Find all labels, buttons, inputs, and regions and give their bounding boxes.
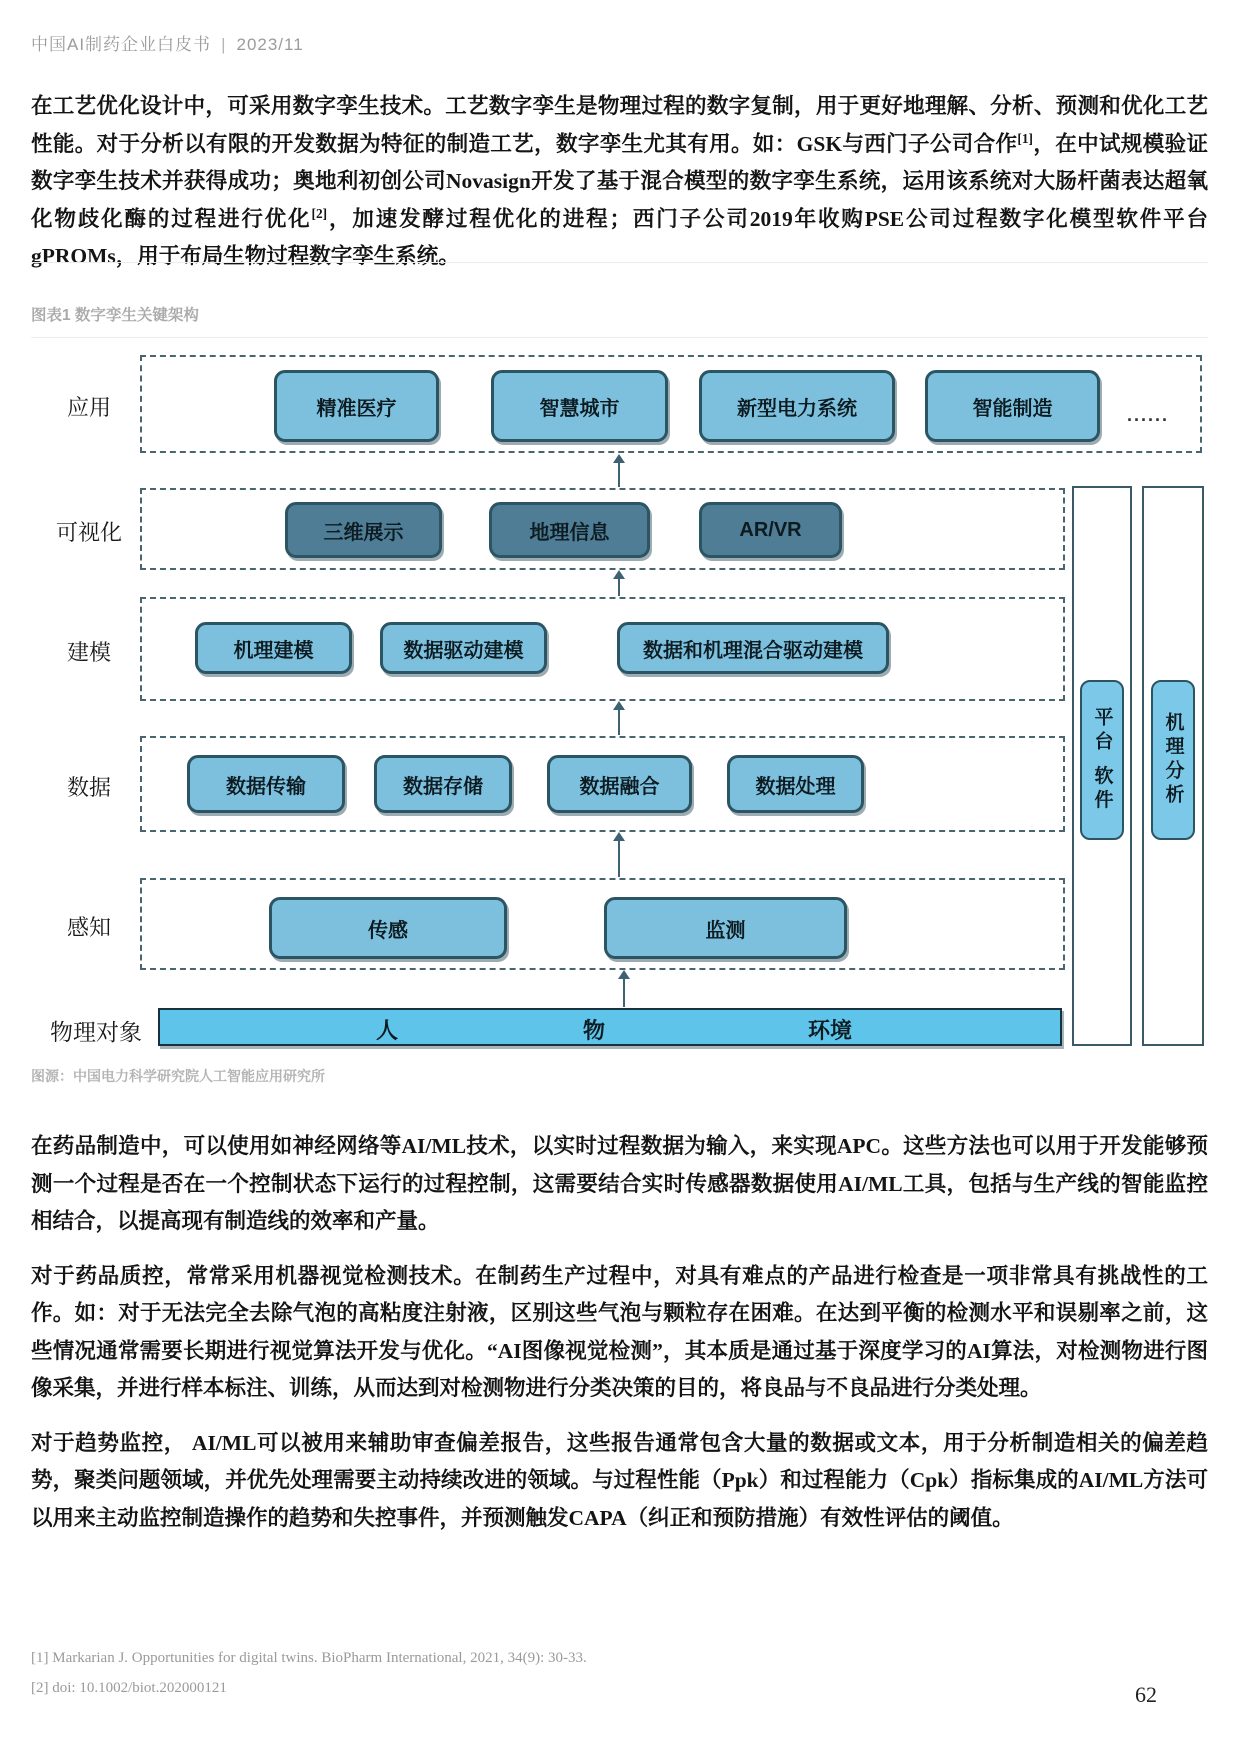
mechanism-analysis-pill xyxy=(1151,680,1195,840)
box-label: 数据处理 xyxy=(755,775,836,798)
mechanism-analysis-column xyxy=(1142,486,1204,1046)
data-layer-row xyxy=(140,736,1065,832)
layer-label-physical-object: 物理对象 xyxy=(50,1019,142,1045)
box-label: 数据存储 xyxy=(403,775,483,798)
body-paragraphs-block xyxy=(31,1128,1208,1554)
platform-software-pill xyxy=(1080,680,1124,840)
box-label: 新型电力系统 xyxy=(737,397,857,420)
up-arrow-icon xyxy=(623,972,625,1007)
paragraph: 在工艺优化设计中，可采用数字孪生技术。工艺数字孪生是物理过程的数字复制，用于更好地理解、分析、预测和优化工艺性能。对于分析以有限的开发数据为特征的制造工艺，数字孪生尤其有用。如：GSK与西门子公司合作[1]，在中试规模验证数字孪生技术并获得成功；奥地利初创公司Novasign开发了基于混合模型的数字孪生系统，运用该系统对大肠杆菌表达超氧化物歧化酶的过程进行优化[2]，加速发酵过程优化的进程；西门子公司2019年收购PSE公司过程数字化模型软件平台gPROMs，用于布局生物过程数字孪生系统。 xyxy=(31,94,1208,268)
layer-label-visualization: 可视化 xyxy=(55,520,122,545)
paragraph: 对于药品质控，常常采用机器视觉检测技术。在制药生产过程中，对具有难点的产品进行检查是一项非常具有挑战性的工作。如：对于无法完全去除气泡的高粘度注射液，区别这些气泡与颗粒存在困难。在达到平衡的检测水平和误剔率之前，这些情况通常需要长期进行视觉算法开发与优化。“AI图像视觉检测”，其本质是通过基于深度学习的AI算法，对检测物进行图像采集，并进行样本标注、训练，从而达到对检测物进行分类决策的目的，将良品与不良品进行分类处理。 xyxy=(31,1263,1208,1400)
box-label: 传感 xyxy=(368,919,408,942)
modeling-layer-row xyxy=(140,597,1065,701)
figure-caption: 图表1 数字孪生关键架构 xyxy=(31,307,199,324)
box-label: 地理信息 xyxy=(529,521,610,544)
layer-label-data: 数据 xyxy=(66,775,111,800)
up-arrow-icon xyxy=(618,703,620,735)
paragraph: 对于趋势监控， AI/ML可以被用来辅助审查偏差报告，这些报告通常包含大量的数据或文本，用于分析制造相关的偏差趋势，聚类问题领域，并优先处理需要主动持续改进的领域。与过程性能（Ppk）和过程能力（Cpk）指标集成的AI/ML方法可以用来主动监控制造操作的趋势和失控事件，并预测触发CAPA（纠正和预防措施）有效性评估的阈值。 xyxy=(31,1430,1208,1530)
paragraph: 在药品制造中，可以使用如神经网络等AI/ML技术，以实时过程数据为输入，来实现APC。这些方法也可以用于开发能够预测一个过程是否在一个控制状态下运行的过程控制，这需要结合实时传感器数据使用AI/ML工具，包括与生产线的智能监控相结合，以提高现有制造线的效率和产量。 xyxy=(31,1134,1208,1233)
diagram-box-data-driven-modeling xyxy=(380,622,547,674)
figure-source: 图源：中国电力科学研究院人工智能应用研究所 xyxy=(31,1068,325,1084)
diagram-box-data-storage xyxy=(374,755,512,813)
pill-label: 机理分析 xyxy=(1162,712,1184,808)
application-layer-row xyxy=(140,355,1202,453)
bar-label-environment: 环境 xyxy=(808,1018,853,1043)
diagram-box-monitoring xyxy=(604,897,847,959)
box-label: 机理建模 xyxy=(233,639,314,662)
diagram-box-data-fusion xyxy=(547,755,692,813)
header-divider: | xyxy=(221,35,227,54)
footnote: [2] doi: 10.1002/biot.202000121 xyxy=(31,1680,227,1696)
page-header xyxy=(31,30,304,55)
diagram-box-precision-medicine xyxy=(274,370,439,442)
digital-twin-architecture-diagram xyxy=(30,355,1210,1055)
up-arrow-icon xyxy=(618,456,620,487)
page-number: 62 xyxy=(1135,1682,1157,1707)
layer-label-perception: 感知 xyxy=(66,915,111,940)
diagram-box-smart-manufacturing xyxy=(925,370,1100,442)
visualization-layer-row xyxy=(140,488,1065,570)
diagram-box-data-transmission xyxy=(187,755,345,813)
diagram-box-smart-city xyxy=(491,370,668,442)
diagram-box-3d-display xyxy=(285,502,442,558)
footnote: [1] Markarian J. Opportunities for digital twins. BioPharm International, 2021, 34(9): 30-33. xyxy=(31,1650,587,1666)
pill-label: 平台 软件 xyxy=(1091,706,1113,814)
box-label: 三维展示 xyxy=(323,521,404,544)
bar-label-thing: 物 xyxy=(583,1018,606,1043)
box-label: 精准医疗 xyxy=(316,397,397,420)
up-arrow-icon xyxy=(618,834,620,877)
diagram-box-mechanism-modeling xyxy=(195,622,352,674)
box-label: 智能制造 xyxy=(972,397,1053,420)
box-label: 数据传输 xyxy=(226,775,306,798)
figure-caption-band xyxy=(31,262,1208,338)
header-date: 2023/11 xyxy=(236,35,304,54)
diagram-box-sensing xyxy=(269,897,507,959)
layer-label-application: 应用 xyxy=(66,395,111,420)
perception-layer-row xyxy=(140,878,1065,970)
box-label: AR/VR xyxy=(739,518,802,541)
diagram-box-ar-vr xyxy=(699,502,842,558)
diagram-box-power-system xyxy=(699,370,895,442)
layer-label-modeling: 建模 xyxy=(66,640,111,665)
footnotes-block xyxy=(31,1643,587,1703)
up-arrow-icon xyxy=(618,572,620,596)
box-label: 智慧城市 xyxy=(539,397,620,420)
ellipsis: ...... xyxy=(1127,405,1170,425)
box-label: 数据驱动建模 xyxy=(403,639,524,662)
physical-objects-bar xyxy=(158,1008,1062,1046)
diagram-box-hybrid-modeling xyxy=(617,622,889,674)
box-label: 监测 xyxy=(705,919,746,942)
diagram-box-data-processing xyxy=(727,755,864,813)
box-label: 数据和机理混合驱动建模 xyxy=(643,639,863,662)
platform-software-column xyxy=(1072,486,1132,1046)
box-label: 数据融合 xyxy=(579,775,660,798)
bar-label-person: 人 xyxy=(376,1018,399,1043)
diagram-box-geographic-info xyxy=(489,502,650,558)
whitepaper-title: 中国AI制药企业白皮书 xyxy=(31,35,212,54)
